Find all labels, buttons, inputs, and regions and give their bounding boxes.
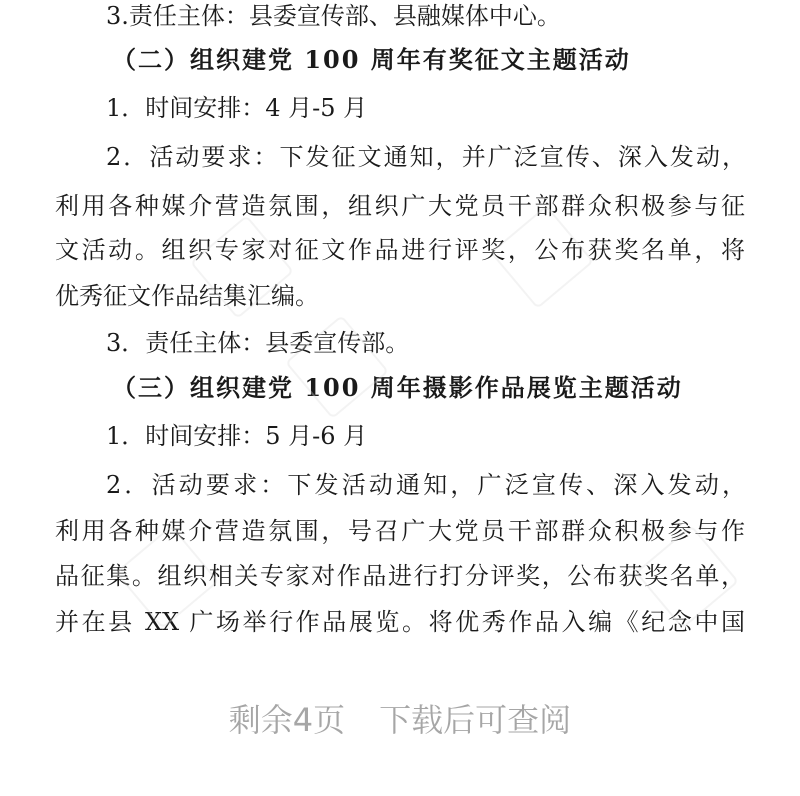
paragraph-line: 3．责任主体：县委宣传部。 (106, 329, 410, 357)
paragraph-line: 文活动。组织专家对征文作品进行评奖，公布获奖名单，将 (55, 236, 745, 264)
section-heading: （二）组织建党 100 周年有奖征文主题活动 (112, 45, 631, 74)
paragraph-line: 1．时间安排：5 月-6 月 (106, 422, 368, 450)
paragraph-line: 利用各种媒介营造氛围，号召广大党员干部群众积极参与作 (55, 517, 745, 545)
download-prompt[interactable] (0, 690, 800, 750)
remaining-pages-label: 剩余4页 (228, 701, 346, 739)
section-heading: （三）组织建党 100 周年摄影作品展览主题活动 (112, 373, 683, 402)
paragraph-line: 2．活动要求：下发征文通知，并广泛宣传、深入发动， (106, 143, 746, 171)
paragraph-line: 品征集。组织相关专家对作品进行打分评奖，公布获奖名单， (55, 562, 745, 590)
paragraph-line: 利用各种媒介营造氛围，组织广大党员干部群众积极参与征 (55, 192, 745, 220)
paragraph-line: 并在县 XX 广场举行作品展览。将优秀作品入编《纪念中国 (55, 608, 745, 636)
paragraph-line: 1．时间安排：4 月-5 月 (106, 94, 368, 122)
paragraph-line: 2．活动要求：下发活动通知，广泛宣传、深入发动， (106, 471, 746, 499)
paragraph-line: 优秀征文作品结集汇编。 (55, 282, 319, 310)
paragraph-line: 3.责任主体：县委宣传部、县融媒体中心。 (106, 2, 561, 30)
download-to-view-label: 下载后可查阅 (379, 701, 572, 739)
